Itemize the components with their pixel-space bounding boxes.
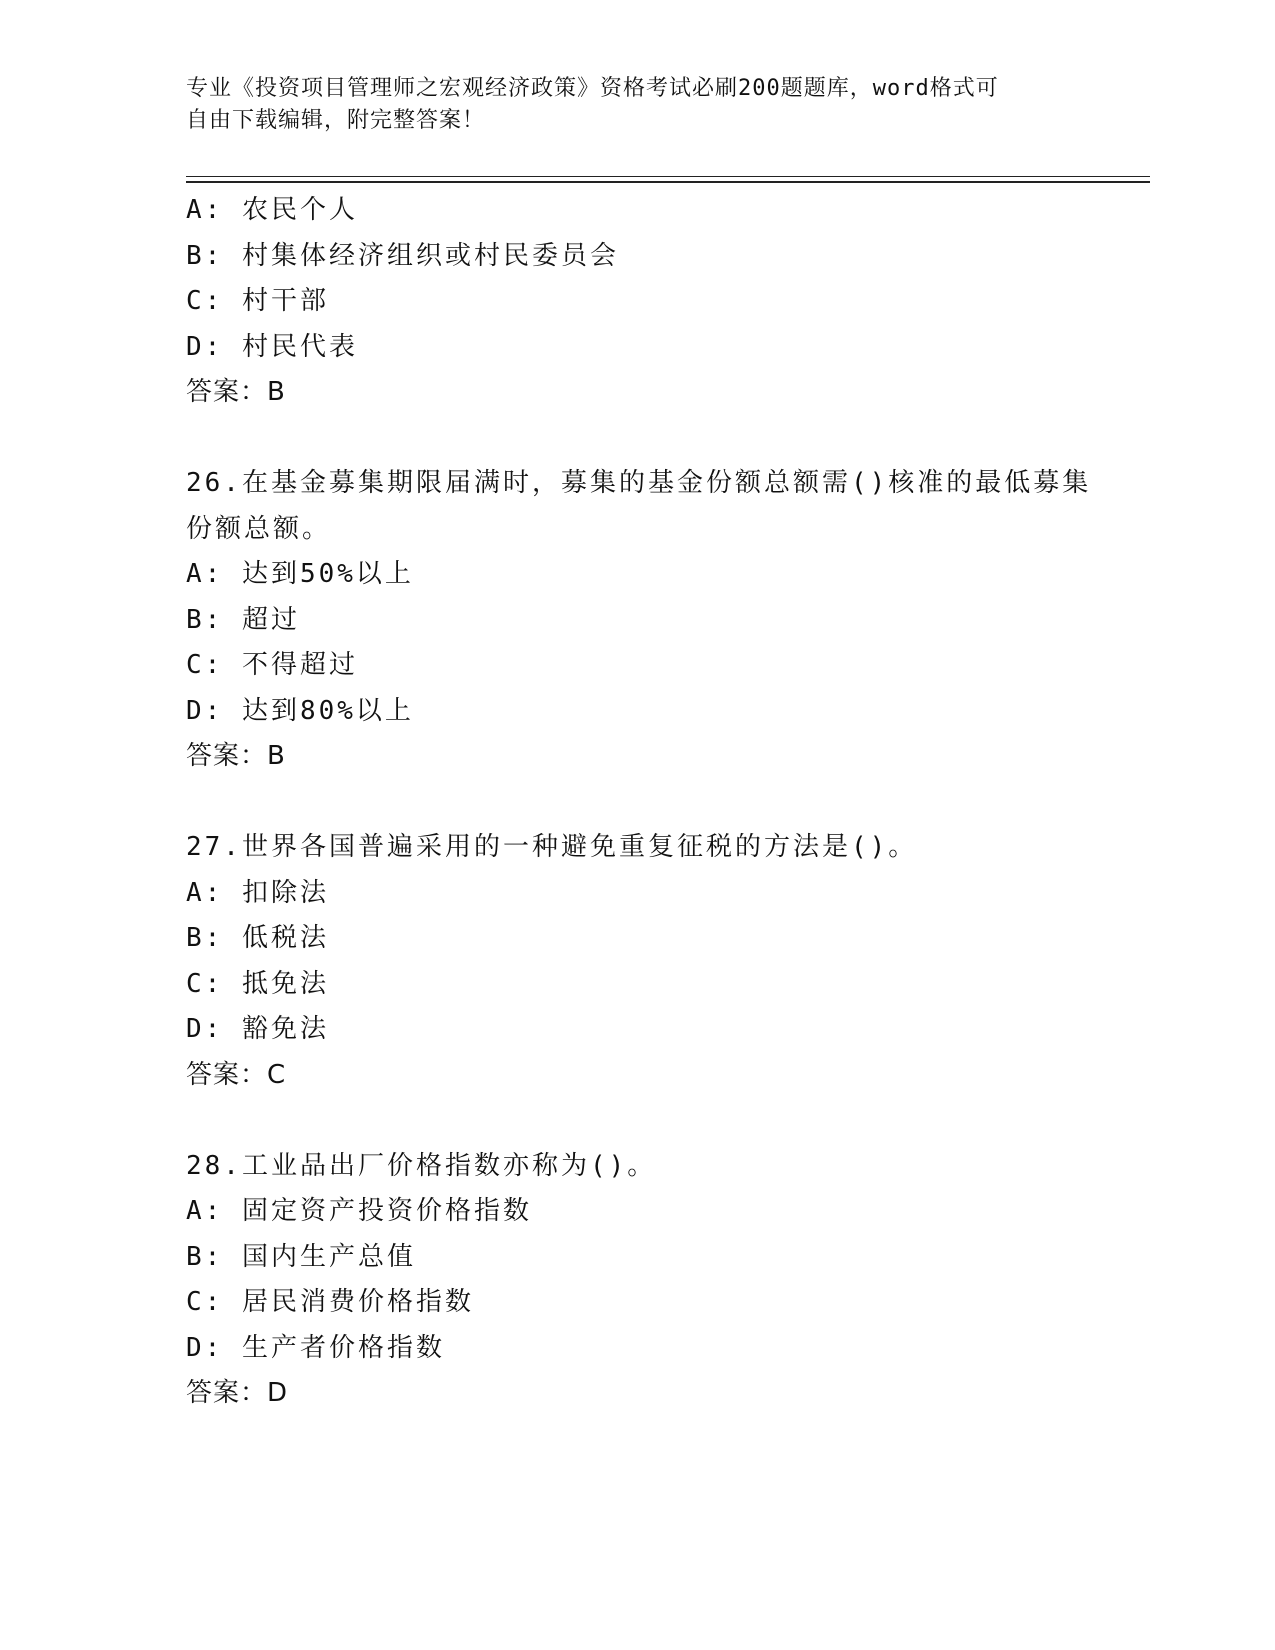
option-d: D: 生产者价格指数 bbox=[186, 1332, 445, 1363]
option-d: D: 村民代表 bbox=[186, 331, 358, 362]
header-line-1: 专业《投资项目管理师之宏观经济政策》资格考试必刷200题题库，word格式可 bbox=[186, 76, 999, 101]
option-a: A: 达到50%以上 bbox=[186, 559, 414, 589]
question-stem-continued: 份额总额。 bbox=[186, 513, 332, 544]
question-27 bbox=[186, 825, 1086, 1098]
document-header bbox=[186, 73, 1066, 137]
option-a: A: 固定资产投资价格指数 bbox=[186, 1196, 532, 1226]
header-divider-thin bbox=[186, 176, 1150, 177]
option-a: A: 农民个人 bbox=[186, 195, 358, 225]
question-26 bbox=[186, 461, 1092, 780]
option-b: B: 村集体经济组织或村民委员会 bbox=[186, 240, 619, 271]
answer-line: 答案：B bbox=[186, 377, 286, 407]
option-c: C: 居民消费价格指数 bbox=[186, 1287, 474, 1317]
header-divider-thick bbox=[186, 181, 1150, 183]
question-stem: 27.世界各国普遍采用的一种避免重复征税的方法是()。 bbox=[186, 832, 918, 862]
spacer bbox=[186, 780, 1086, 826]
answer-line: 答案：C bbox=[186, 1059, 287, 1090]
answer-line: 答案：B bbox=[186, 741, 286, 771]
spacer bbox=[186, 416, 1086, 462]
option-b: B: 超过 bbox=[186, 604, 300, 635]
option-c: C: 村干部 bbox=[186, 286, 329, 316]
question-stem: 28.工业品出厂价格指数亦称为()。 bbox=[186, 1150, 657, 1181]
option-b: B: 低税法 bbox=[186, 923, 329, 953]
question-25 bbox=[186, 188, 1086, 416]
header-line-2: 自由下载编辑，附完整答案！ bbox=[186, 108, 486, 133]
option-d: D: 豁免法 bbox=[186, 1014, 329, 1044]
question-list bbox=[186, 188, 1092, 1417]
option-b: B: 国内生产总值 bbox=[186, 1241, 416, 1272]
spacer bbox=[186, 1098, 1086, 1144]
option-c: C: 抵免法 bbox=[186, 968, 329, 999]
option-d: D: 达到80%以上 bbox=[186, 695, 414, 726]
option-c: C: 不得超过 bbox=[186, 650, 358, 680]
answer-line: 答案：D bbox=[186, 1378, 289, 1408]
option-a: A: 扣除法 bbox=[186, 877, 329, 908]
question-stem: 26.在基金募集期限届满时，募集的基金份额总额需()核准的最低募集 bbox=[186, 468, 1092, 498]
question-28 bbox=[186, 1144, 1086, 1417]
